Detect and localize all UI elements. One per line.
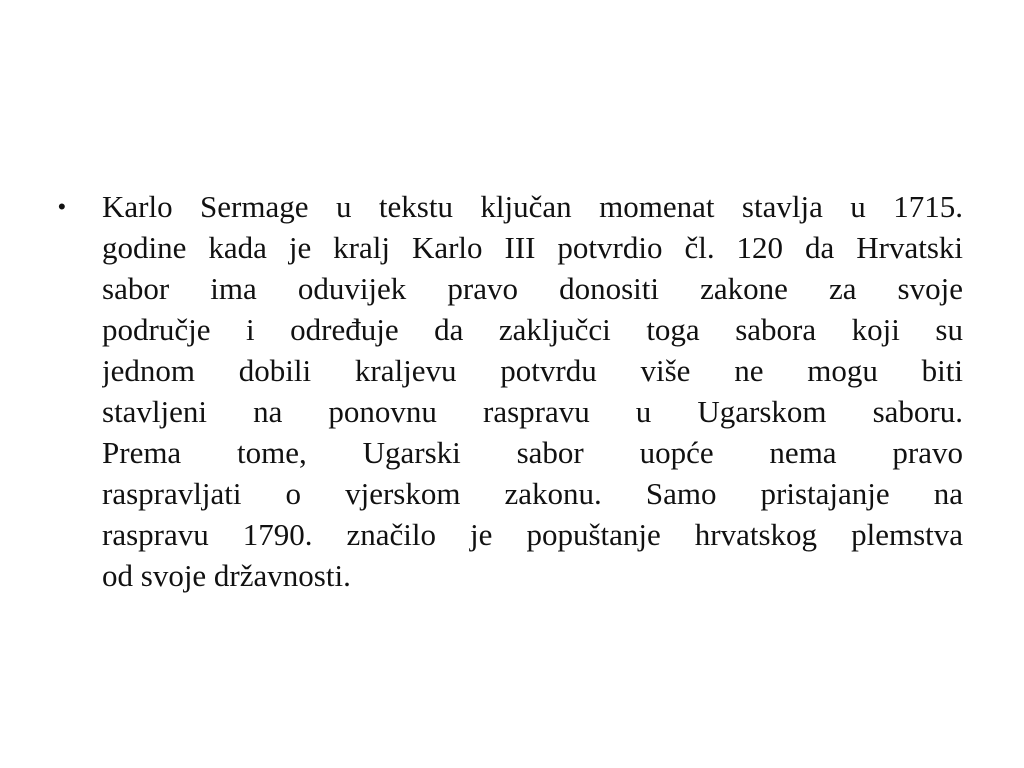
text-line-7: Prema tome, Ugarski sabor uopće nema pravo [102,435,963,470]
text-line-1: Karlo Sermage u tekstu ključan momenat stavlja u 1715. [102,189,963,224]
text-line-3: sabor ima oduvijek pravo donositi zakone za svoje [102,271,963,306]
text-line-4: područje i određuje da zaključci toga sabora koji su [102,312,963,347]
bullet-item [58,186,963,596]
text-line-5: jednom dobili kraljevu potvrdu više ne mogu biti [102,353,963,388]
text-line-2: godine kada je kralj Karlo III potvrdio čl. 120 da Hrvatski [102,230,963,265]
bullet-marker: • [58,194,66,219]
text-line-9: raspravu 1790. značilo je popuštanje hrvatskog plemstva [102,517,963,552]
text-line-10: od svoje državnosti. [102,558,351,593]
text-line-8: raspravljati o vjerskom zakonu. Samo pristajanje na [102,476,963,511]
bullet-list [58,186,963,596]
text-line-6: stavljeni na ponovnu raspravu u Ugarskom saboru. [102,394,963,429]
